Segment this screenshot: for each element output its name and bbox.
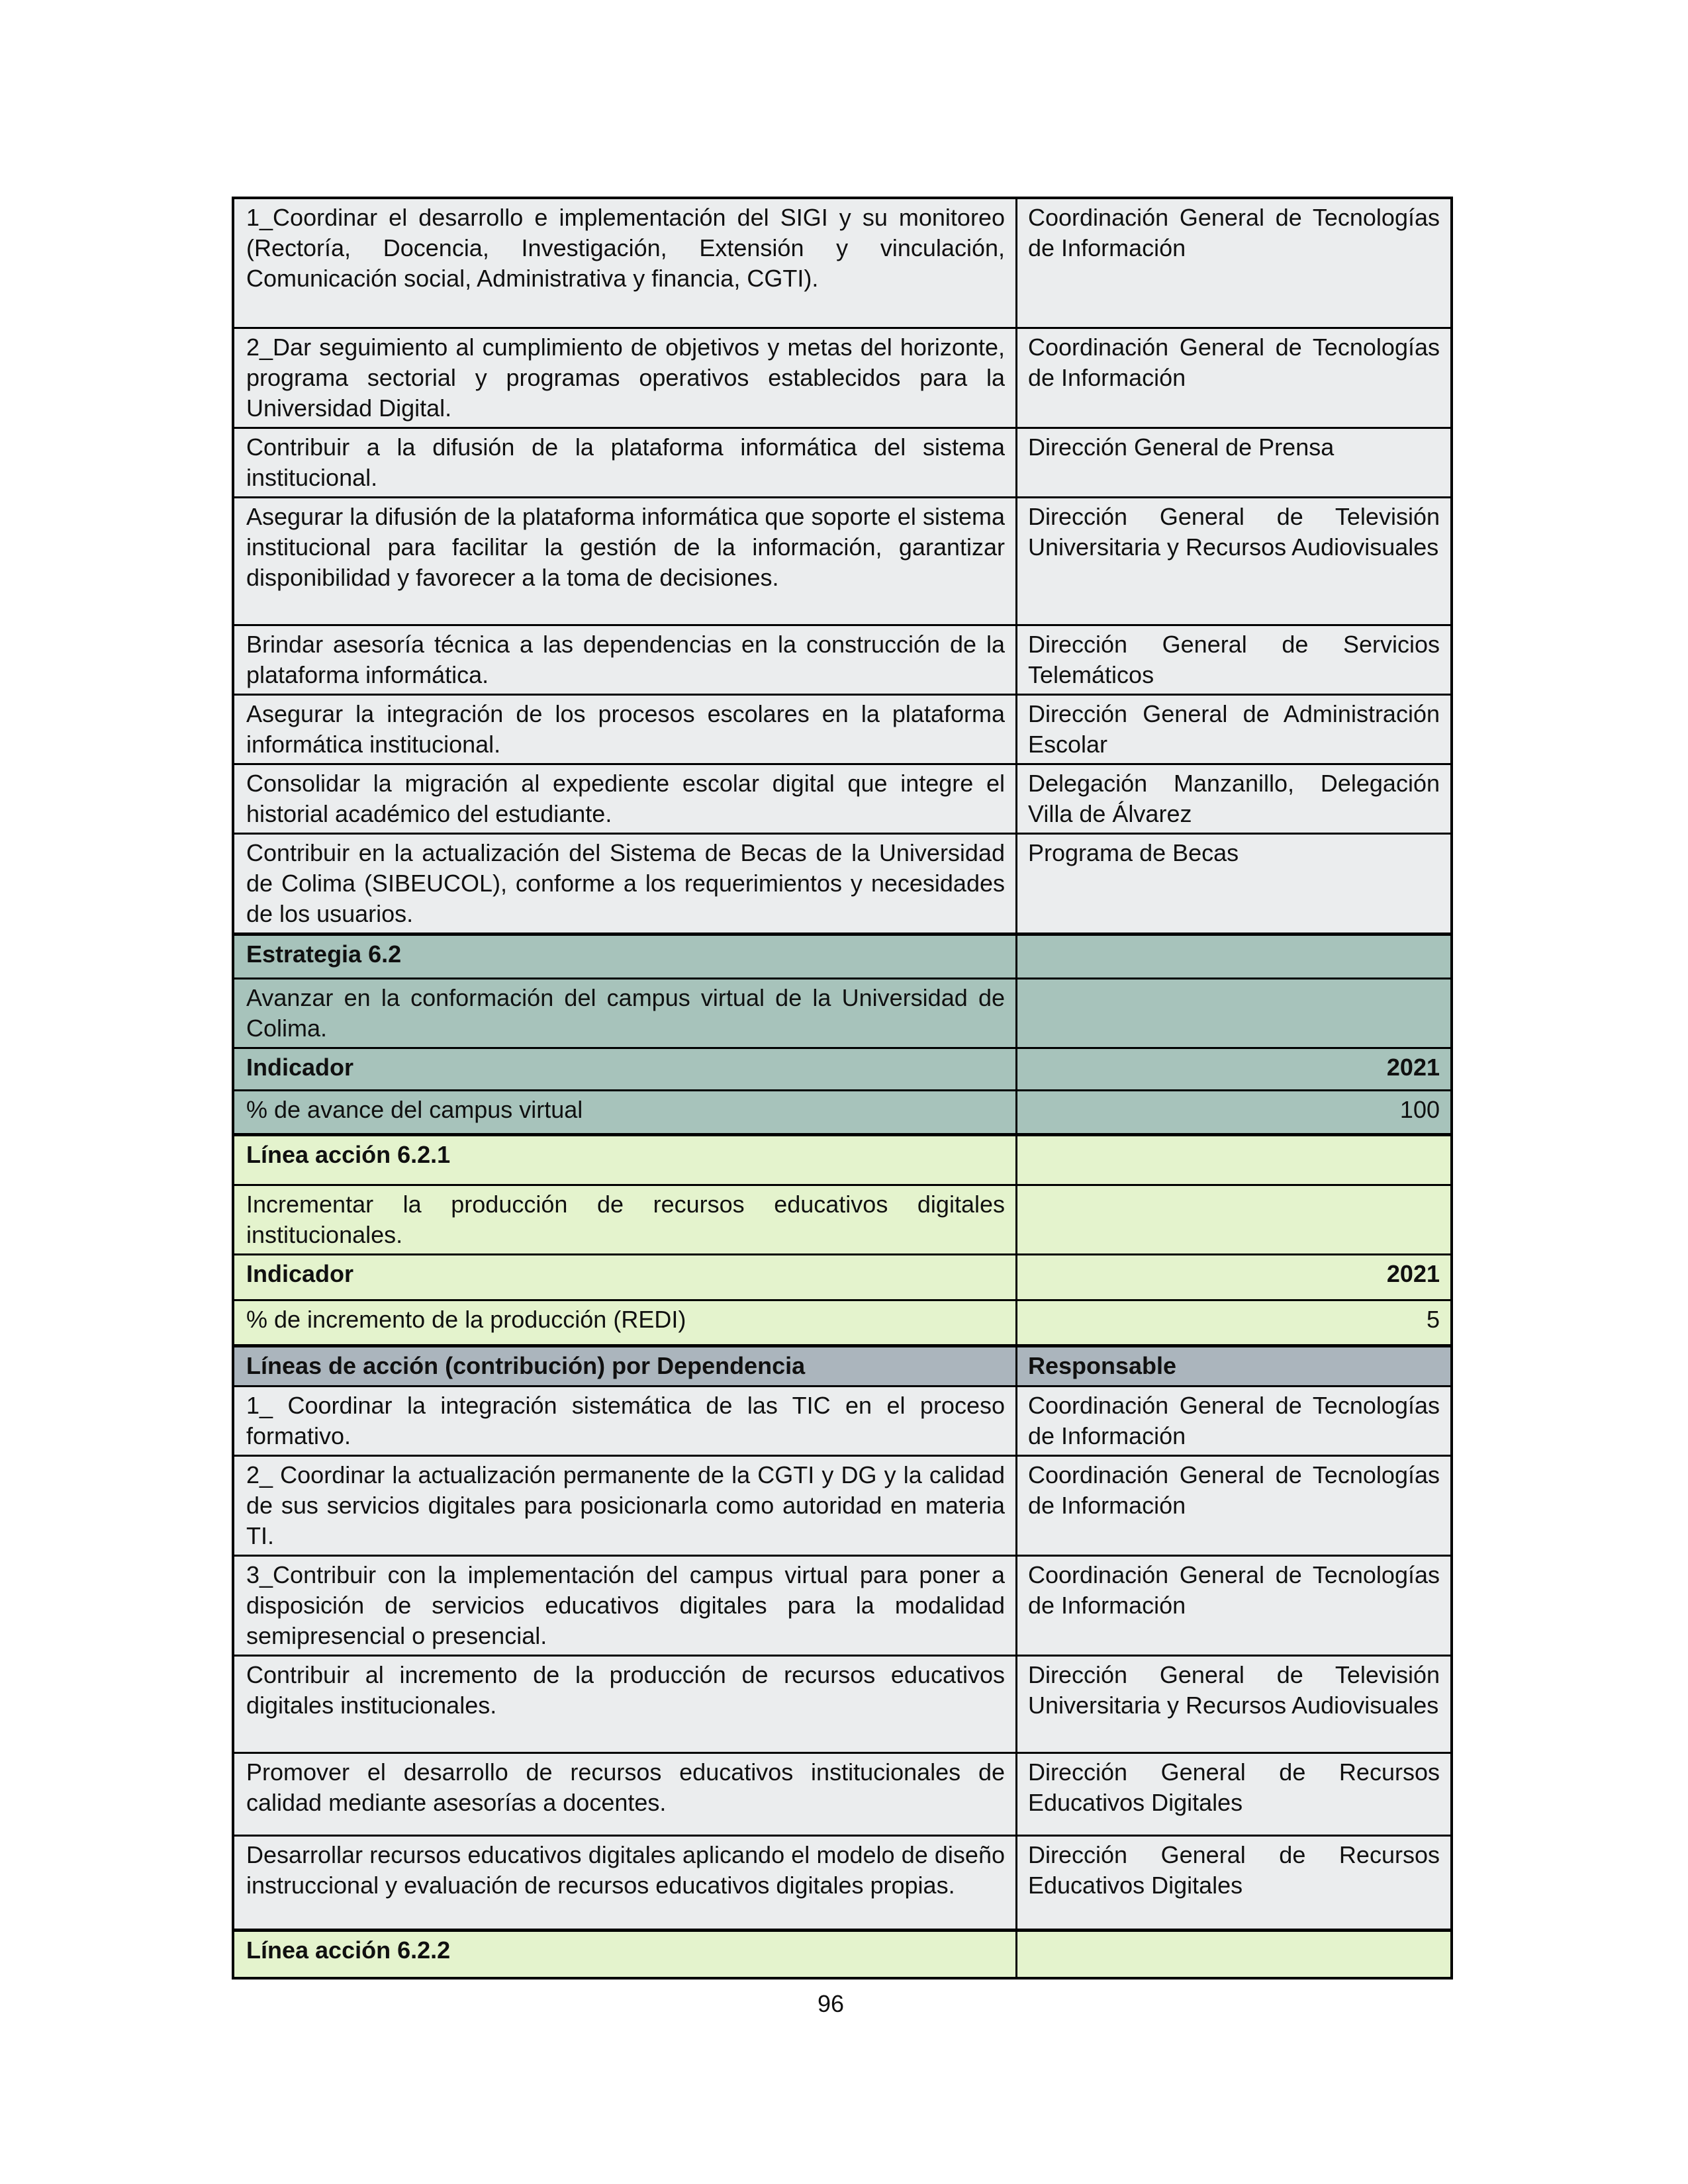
column-header-responsible-cell: Responsable — [1028, 1352, 1177, 1379]
strategy-description-row — [234, 979, 1450, 1049]
responsible-cell: Programa de Becas — [1028, 839, 1239, 866]
empty-cell — [1017, 1932, 1450, 1977]
table-row — [234, 329, 1450, 429]
linea-accion-description-cell: Incrementar la producción de recursos educativos digitales institucionales. — [234, 1186, 1017, 1253]
indicator-name-cell: % de avance del campus virtual — [234, 1091, 1017, 1133]
responsible-cell: Delegación Manzanillo, Delegación Villa de Álvarez — [1028, 770, 1440, 827]
strategy-title-cell: Estrategia 6.2 — [234, 936, 1017, 978]
activity-cell: Brindar asesoría técnica a las dependencias en la construcción de la plataforma informática. — [234, 626, 1017, 694]
responsible-cell: Coordinación General de Tecnologías de Información — [1028, 1461, 1440, 1519]
column-header-activity-cell: Líneas de acción (contribución) por Dependencia — [234, 1347, 1017, 1385]
empty-cell — [1017, 979, 1450, 1047]
responsible-cell: Coordinación General de Tecnologías de Información — [1028, 204, 1440, 261]
activity-cell: Contribuir a la difusión de la plataforma informática del sistema institucional. — [234, 429, 1017, 496]
indicator-value-row — [234, 1091, 1450, 1135]
linea-accion-header-row — [234, 1931, 1450, 1977]
linea-accion-header-row — [234, 1135, 1450, 1186]
empty-cell — [1017, 1136, 1450, 1184]
table-row — [234, 429, 1450, 498]
activity-cell: 2_Dar seguimiento al cumplimiento de objetivos y metas del horizonte, programa sectorial y programas operativos establecidos para la Universidad Digital. — [234, 329, 1017, 427]
page-number: 96 — [817, 1990, 845, 2017]
table-row — [234, 626, 1450, 696]
responsible-cell: Dirección General de Servicios Telemáticos — [1028, 631, 1440, 688]
strategy-header-row — [234, 934, 1450, 979]
year-cell: 2021 — [1386, 1260, 1440, 1287]
activity-cell: Consolidar la migración al expediente escolar digital que integre el historial académico del estudiante. — [234, 765, 1017, 833]
responsible-cell: Dirección General de Recursos Educativos Digitales — [1028, 1758, 1440, 1816]
activity-cell: 1_ Coordinar la integración sistemática de las TIC en el proceso formativo. — [234, 1387, 1017, 1455]
activity-cell: Contribuir al incremento de la producción de recursos educativos digitales institucionales. — [234, 1657, 1017, 1752]
table-row — [234, 765, 1450, 835]
table-row — [234, 199, 1450, 329]
table-row — [234, 1657, 1450, 1754]
linea-accion-title-cell: Línea acción 6.2.1 — [234, 1136, 1017, 1184]
table-row — [234, 1387, 1450, 1457]
table-row — [234, 498, 1450, 626]
responsible-cell: Dirección General de Prensa — [1028, 433, 1335, 461]
activity-cell: Asegurar la difusión de la plataforma informática que soporte el sistema institucional para facilitar la gestión de la información, garantizar disponibilidad y favorecer a la toma de decisiones. — [234, 498, 1017, 624]
table-row — [234, 696, 1450, 765]
responsible-cell: Dirección General de Administración Escolar — [1028, 700, 1440, 758]
activity-cell: Promover el desarrollo de recursos educativos institucionales de calidad mediante asesorías a docentes. — [234, 1754, 1017, 1835]
indicator-value-cell: 5 — [1426, 1306, 1440, 1333]
indicator-name-cell: % de incremento de la producción (REDI) — [234, 1301, 1017, 1344]
table-row — [234, 835, 1450, 934]
activity-cell: Asegurar la integración de los procesos escolares en la plataforma informática institucional. — [234, 696, 1017, 763]
activity-cell: 1_Coordinar el desarrollo e implementación del SIGI y su monitoreo (Rectoría, Docencia, Investigación, Extensión y vinculación, Comunicación social, Administrativa y financia, CGTI). — [234, 199, 1017, 327]
responsible-cell: Dirección General de Televisión Universitaria y Recursos Audiovisuales — [1028, 503, 1440, 561]
responsible-cell: Dirección General de Televisión Universitaria y Recursos Audiovisuales — [1028, 1661, 1440, 1719]
linea-accion-description-row — [234, 1186, 1450, 1255]
column-header-row — [234, 1346, 1450, 1387]
strategy-table — [232, 197, 1453, 1979]
responsible-cell: Coordinación General de Tecnologías de Información — [1028, 334, 1440, 391]
table-row — [234, 1557, 1450, 1657]
activity-cell: Desarrollar recursos educativos digitales aplicando el modelo de diseño instruccional y evaluación de recursos educativos digitales propias. — [234, 1837, 1017, 1929]
responsible-cell: Dirección General de Recursos Educativos Digitales — [1028, 1841, 1440, 1899]
indicator-value-row — [234, 1301, 1450, 1346]
indicator-header-row — [234, 1255, 1450, 1301]
table-row — [234, 1837, 1450, 1931]
activity-cell: 3_Contribuir con la implementación del campus virtual para poner a disposición de servicios educativos digitales para la modalidad semipresencial o presencial. — [234, 1557, 1017, 1655]
empty-cell — [1017, 936, 1450, 978]
responsible-cell: Coordinación General de Tecnologías de Información — [1028, 1561, 1440, 1619]
activity-cell: Contribuir en la actualización del Sistema de Becas de la Universidad de Colima (SIBEUCOL), conforme a los requerimientos y necesidades de los usuarios. — [234, 835, 1017, 933]
strategy-description-cell: Avanzar en la conformación del campus virtual de la Universidad de Colima. — [234, 979, 1017, 1047]
table-row — [234, 1457, 1450, 1557]
responsible-cell: Coordinación General de Tecnologías de Información — [1028, 1392, 1440, 1449]
empty-cell — [1017, 1186, 1450, 1253]
indicator-label-cell: Indicador — [234, 1255, 1017, 1299]
year-cell: 2021 — [1386, 1054, 1440, 1081]
linea-accion-title-cell: Línea acción 6.2.2 — [234, 1932, 1017, 1977]
activity-cell: 2_ Coordinar la actualización permanente de la CGTI y DG y la calidad de sus servicios digitales para posicionarla como autoridad en materia TI. — [234, 1457, 1017, 1555]
indicator-header-row — [234, 1049, 1450, 1091]
indicator-value-cell: 100 — [1399, 1096, 1440, 1123]
table-row — [234, 1754, 1450, 1837]
indicator-label-cell: Indicador — [234, 1049, 1017, 1089]
